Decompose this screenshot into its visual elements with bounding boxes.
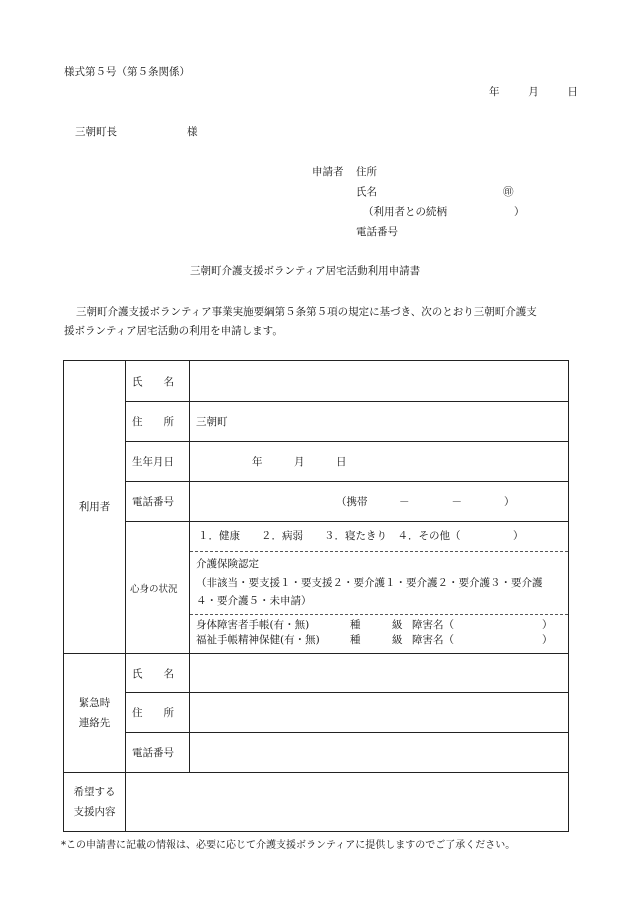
user-name-label: 氏 名	[126, 361, 190, 402]
applicant-address-label: 住所	[356, 166, 377, 178]
emergency-group-label	[64, 654, 126, 773]
application-table	[63, 360, 569, 832]
date-year: 年	[489, 86, 500, 98]
footnote: *この申請書に記載の情報は、必要に応じて介護支援ボランティアに提供しますのでご了承ください。	[61, 840, 516, 851]
support-group-label	[64, 773, 126, 832]
user-phone-label: 電話番号	[126, 482, 190, 522]
date-day: 日	[567, 86, 578, 98]
birth-date-label: 生年月日	[126, 442, 190, 482]
handbook-row-physical	[196, 618, 562, 633]
user-group-label: 利用者	[64, 361, 126, 654]
user-address-field[interactable]: 三朝町	[190, 402, 569, 442]
emergency-name-field[interactable]	[190, 654, 569, 693]
applicant-phone-label: 電話番号	[356, 226, 398, 238]
intro-line-2: 援ボランティア居宅活動の利用を申請します。	[64, 325, 283, 337]
handbook-physical-grade: 種 級	[350, 619, 403, 631]
care-cert-label: 介護保険認定	[196, 558, 259, 570]
user-address-label: 住 所	[126, 402, 190, 442]
date-month: 月	[528, 86, 539, 98]
form-number: 様式第５号（第５条関係）	[64, 66, 190, 78]
handbook-physical-label: 身体障害者手帳(有・無)	[196, 619, 310, 631]
seal-mark: ㊞	[503, 186, 514, 198]
birth-date-field[interactable]: 年 月 日	[190, 442, 569, 482]
handbook-mental-close: ）	[542, 634, 553, 646]
handbook-mental-grade: 種 級	[350, 634, 403, 646]
support-group-line-2: 支援内容	[73, 806, 116, 818]
applicant-relation-close: ）	[514, 206, 525, 218]
emergency-group-line-2: 連絡先	[78, 717, 111, 729]
applicant-label: 申請者	[312, 166, 344, 178]
handbook-physical-close: ）	[542, 619, 553, 631]
applicant-name-label: 氏名	[356, 186, 377, 198]
document-title: 三朝町介護支援ボランティア居宅活動利用申請書	[190, 265, 421, 277]
emergency-address-field[interactable]	[190, 693, 569, 733]
emergency-phone-field[interactable]	[190, 733, 569, 773]
handbook-block[interactable]	[190, 615, 568, 651]
condition-options[interactable]: １．健康 ２．病弱 ３．寝たきり ４．その他（ ）	[190, 524, 568, 552]
support-content-field[interactable]	[126, 773, 569, 832]
handbook-physical-disability: 障害名（	[412, 619, 454, 631]
care-cert-text: （非該当・要支援１・要支援２・要介護１・要介護２・要介護３・要介護４・要介護５・未申請）	[196, 577, 543, 607]
date-line	[489, 84, 578, 99]
user-phone-field[interactable]: （携帯 － － ）	[190, 482, 569, 522]
handbook-row-mental	[196, 633, 562, 648]
user-name-field[interactable]	[190, 361, 569, 402]
handbook-mental-label: 福祉手帳精神保健(有・無)	[196, 634, 320, 646]
support-group-line-1: 希望する	[73, 786, 116, 798]
emergency-group-line-1: 緊急時	[78, 697, 111, 709]
emergency-address-label: 住 所	[126, 693, 190, 733]
handbook-mental-disability: 障害名（	[412, 634, 454, 646]
condition-label: 心身の状況	[126, 522, 190, 654]
emergency-name-label: 氏 名	[126, 654, 190, 693]
emergency-phone-label: 電話番号	[126, 733, 190, 773]
addressee-honorific: 様	[187, 126, 198, 138]
applicant-relation-label: （利用者との続柄	[363, 206, 447, 218]
care-cert-block[interactable]	[190, 552, 568, 615]
addressee-name: 三朝町長	[75, 126, 117, 138]
intro-line-1: 三朝町介護支援ボランティア事業実施要綱第５条第５項の規定に基づき、次のとおり三朝町介護支	[76, 306, 537, 318]
condition-cell	[190, 522, 569, 654]
